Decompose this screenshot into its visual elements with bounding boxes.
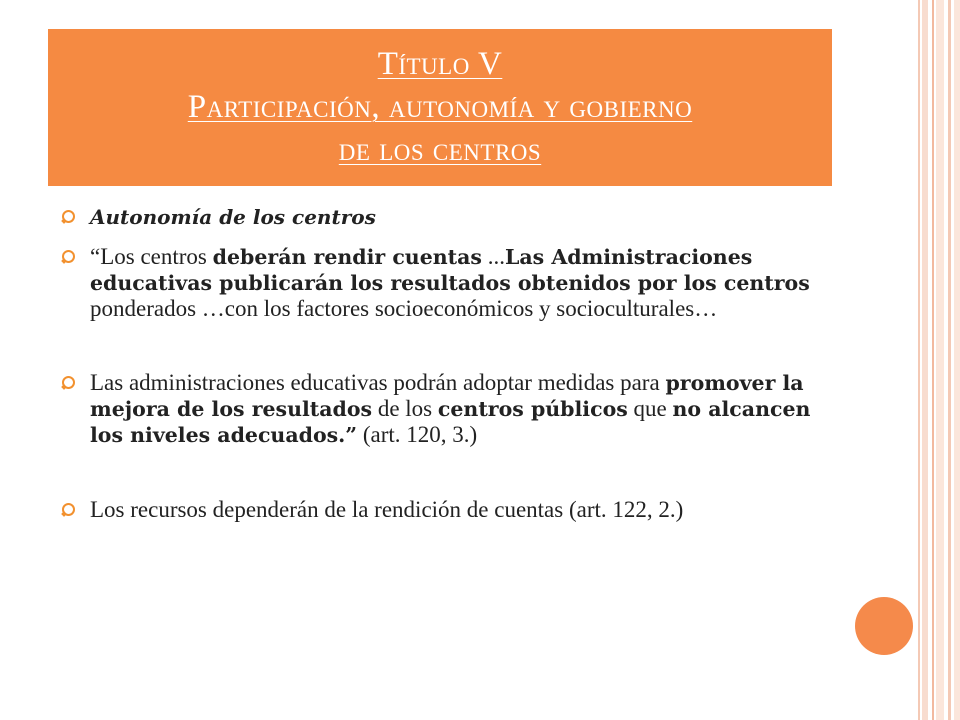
text-segment: Los recursos dependerán de la rendición de cuentas (art. 122, 2.) — [90, 497, 684, 522]
text-segment: de los — [372, 396, 438, 421]
bullet-heading: Autonomía de los centros — [90, 205, 376, 229]
bold-segment: centros públicos — [437, 397, 628, 421]
stripe — [918, 0, 920, 720]
bullet-icon — [62, 503, 75, 516]
bullet-list — [58, 204, 828, 522]
bullet-item-autonomia — [58, 204, 828, 230]
bullet-item-medidas — [58, 370, 828, 448]
title-line-2: Participación, autonomía y gobierno — [187, 89, 693, 125]
title-banner — [48, 29, 832, 186]
stripe — [936, 0, 944, 720]
bold-segment: Las Administraciones educativas publicarán los resultados obtenidos por los centros — [90, 245, 810, 295]
bold-segment: no alcancen los niveles adecuados.” — [90, 397, 811, 447]
text-segment: ... — [481, 244, 505, 269]
bold-segment: deberán rendir cuentas — [212, 245, 482, 269]
bullet-icon — [62, 210, 75, 223]
title-line-1: Título V — [377, 46, 503, 82]
text-segment: Las administraciones educativas podrán adoptar medidas para — [90, 370, 666, 395]
text-segment: que — [627, 396, 673, 421]
bold-segment: promover la mejora de los resultados — [90, 371, 804, 421]
text-segment: ponderados …con los factores socioeconómicos y socioculturales… — [90, 296, 718, 321]
stripe — [922, 0, 928, 720]
bullet-item-rendir-cuentas — [58, 244, 828, 321]
stripe — [948, 0, 951, 720]
bullet-icon — [62, 250, 75, 263]
decorative-circle — [855, 597, 913, 655]
text-segment: (art. 120, 3.) — [357, 422, 478, 447]
text-segment: “Los centros — [90, 244, 213, 269]
bullet-item-recursos — [58, 497, 828, 522]
decorative-stripes — [918, 0, 960, 720]
bullet-icon — [62, 376, 75, 389]
stripe — [954, 0, 960, 720]
stripe — [932, 0, 934, 720]
title-line-3: de los centros — [338, 132, 542, 168]
